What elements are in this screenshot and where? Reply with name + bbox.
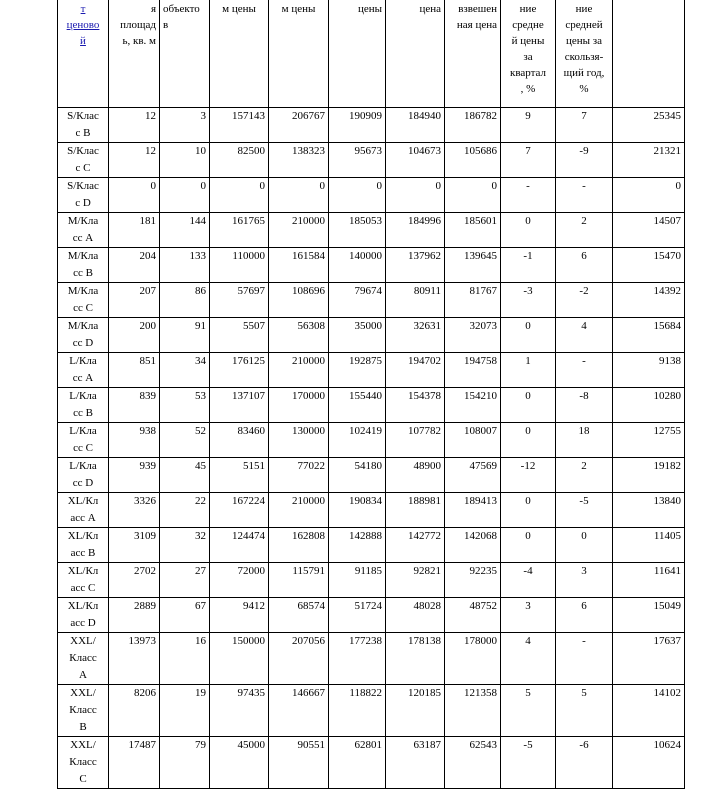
table-cell: 144: [160, 213, 210, 248]
table-cell: -9: [556, 143, 613, 178]
table-row: [58, 563, 685, 598]
header-text-line: цена: [419, 3, 441, 15]
table-cell: 108007: [445, 423, 501, 458]
header-text-line: %: [579, 83, 589, 95]
table-cell: 3: [160, 108, 210, 143]
segment-class-label: [58, 737, 109, 789]
table-cell: 32: [160, 528, 210, 563]
table-cell: 185601: [445, 213, 501, 248]
table-cell: 137962: [386, 248, 445, 283]
table-cell: -12: [501, 458, 556, 493]
header-text-line: ние: [575, 3, 593, 15]
table-cell: 90551: [269, 737, 329, 789]
table-cell: 176125: [210, 353, 269, 388]
table-cell: 189413: [445, 493, 501, 528]
table-cell: 200: [109, 318, 160, 353]
table-cell: 851: [109, 353, 160, 388]
table-cell: 97435: [210, 685, 269, 737]
table-cell: 0: [329, 178, 386, 213]
table-cell: 2702: [109, 563, 160, 598]
table-cell: 108696: [269, 283, 329, 318]
table-cell: 5507: [210, 318, 269, 353]
table-cell: 133: [160, 248, 210, 283]
table-cell: 0: [109, 178, 160, 213]
table-cell: 52: [160, 423, 210, 458]
table-row: [58, 458, 685, 493]
header-text-line: й цены: [511, 35, 545, 47]
header-text-line: объекто: [163, 3, 200, 15]
table-cell: 210000: [269, 493, 329, 528]
table-row: [58, 598, 685, 633]
table-cell: 67: [160, 598, 210, 633]
table-cell: 32631: [386, 318, 445, 353]
table-cell: 4: [501, 633, 556, 685]
table-cell: 48752: [445, 598, 501, 633]
segment-class-label: [58, 598, 109, 633]
header-text-line: за: [523, 51, 533, 63]
table-cell: 178138: [386, 633, 445, 685]
header-cell-5: [329, 0, 386, 108]
table-cell: 167224: [210, 493, 269, 528]
segment-class-label-line: XL/Кл: [67, 530, 99, 542]
segment-class-label-line: сс D: [72, 337, 94, 349]
table-cell: 51724: [329, 598, 386, 633]
table-cell: -6: [556, 737, 613, 789]
table-cell: 155440: [329, 388, 386, 423]
table-cell: 188981: [386, 493, 445, 528]
header-cell-1: [109, 0, 160, 108]
table-cell: 82500: [210, 143, 269, 178]
table-cell: 45000: [210, 737, 269, 789]
table-cell: 12755: [613, 423, 685, 458]
table-cell: 161584: [269, 248, 329, 283]
header-cell-2: [160, 0, 210, 108]
table-cell: 19: [160, 685, 210, 737]
segment-class-label-line: M/Кла: [67, 285, 99, 297]
table-cell: 6: [556, 598, 613, 633]
table-cell: 79: [160, 737, 210, 789]
segment-class-label-line: сс С: [73, 442, 93, 454]
segment-class-label-line: S/Клас: [67, 110, 99, 122]
table-row: [58, 493, 685, 528]
table-cell: 938: [109, 423, 160, 458]
table-cell: 0: [160, 178, 210, 213]
table-cell: 57697: [210, 283, 269, 318]
table-cell: 121358: [445, 685, 501, 737]
segment-class-label-line: XL/Кл: [67, 600, 99, 612]
table-row: [58, 388, 685, 423]
table-cell: 186782: [445, 108, 501, 143]
table-cell: 18: [556, 423, 613, 458]
table-cell: -: [556, 353, 613, 388]
table-cell: 2889: [109, 598, 160, 633]
table-cell: 11405: [613, 528, 685, 563]
table-cell: 27: [160, 563, 210, 598]
table-cell: 181: [109, 213, 160, 248]
table-row: [58, 143, 685, 178]
table-cell: 210000: [269, 213, 329, 248]
segment-class-label-line: асс С: [70, 582, 96, 594]
segment-class-label-line: L/Кла: [69, 460, 97, 472]
table-cell: 86: [160, 283, 210, 318]
segment-class-label-line: с В: [75, 127, 91, 139]
table-cell: 0: [210, 178, 269, 213]
table-cell: -4: [501, 563, 556, 598]
table-cell: 77022: [269, 458, 329, 493]
table-cell: 194758: [445, 353, 501, 388]
segment-class-label-line: асс D: [70, 617, 96, 629]
table-cell: 5151: [210, 458, 269, 493]
header-link-text[interactable]: ценово: [66, 19, 100, 31]
table-cell: -5: [501, 737, 556, 789]
header-cell-9: [556, 0, 613, 108]
table-cell: 137107: [210, 388, 269, 423]
segment-class-label-line: с D: [75, 197, 91, 209]
table-cell: 142068: [445, 528, 501, 563]
table-cell: 107782: [386, 423, 445, 458]
header-text-line: ная цена: [456, 19, 497, 31]
header-cell-10: [613, 0, 685, 108]
table-cell: 110000: [210, 248, 269, 283]
table-cell: 207056: [269, 633, 329, 685]
table-cell: 15049: [613, 598, 685, 633]
segment-class-label-line: L/Кла: [69, 355, 97, 367]
table-cell: 115791: [269, 563, 329, 598]
table-cell: 184996: [386, 213, 445, 248]
table-cell: 207: [109, 283, 160, 318]
table-cell: 5: [556, 685, 613, 737]
segment-class-label: [58, 213, 109, 248]
segment-class-label-line: сс В: [73, 267, 93, 279]
table-cell: 138323: [269, 143, 329, 178]
segment-class-label-line: Класс: [69, 756, 97, 768]
table-cell: 81767: [445, 283, 501, 318]
table-row: [58, 178, 685, 213]
table-cell: 184940: [386, 108, 445, 143]
table-cell: 0: [501, 493, 556, 528]
table-row: [58, 737, 685, 789]
table-cell: 154210: [445, 388, 501, 423]
table-cell: 161765: [210, 213, 269, 248]
table-cell: 53: [160, 388, 210, 423]
header-cell-0[interactable]: [58, 0, 109, 108]
header-text-line: щий год,: [563, 67, 605, 79]
table-cell: 32073: [445, 318, 501, 353]
table-cell: 34: [160, 353, 210, 388]
segment-class-label-line: сс D: [72, 477, 94, 489]
table-cell: 19182: [613, 458, 685, 493]
table-cell: 14102: [613, 685, 685, 737]
header-text-line: в: [163, 19, 169, 31]
table-cell: 4: [556, 318, 613, 353]
segment-class-label-line: сс А: [72, 372, 94, 384]
table-cell: 139645: [445, 248, 501, 283]
table-header: [58, 0, 685, 108]
table-cell: 47569: [445, 458, 501, 493]
table-cell: 45: [160, 458, 210, 493]
table-cell: 48900: [386, 458, 445, 493]
segment-class-label: [58, 283, 109, 318]
table-cell: 3109: [109, 528, 160, 563]
table-cell: 6: [556, 248, 613, 283]
table-cell: 130000: [269, 423, 329, 458]
table-cell: 142772: [386, 528, 445, 563]
table-cell: -2: [556, 283, 613, 318]
table-cell: 7: [501, 143, 556, 178]
table-cell: 1: [501, 353, 556, 388]
table-cell: -: [556, 633, 613, 685]
segment-class-label: [58, 528, 109, 563]
header-text-line: взвешен: [458, 3, 497, 15]
table-cell: 124474: [210, 528, 269, 563]
table-cell: 0: [501, 388, 556, 423]
segment-class-label-line: XXL/: [70, 739, 96, 751]
header-text-line: цены: [357, 3, 382, 15]
table-cell: 0: [501, 213, 556, 248]
table-cell: 14507: [613, 213, 685, 248]
table-row: [58, 318, 685, 353]
table-cell: 83460: [210, 423, 269, 458]
header-text-line: ние: [519, 3, 537, 15]
header-text-line: площад: [120, 19, 156, 31]
segment-class-label-line: L/Кла: [69, 425, 97, 437]
table-cell: 62543: [445, 737, 501, 789]
table-cell: 91: [160, 318, 210, 353]
table-cell: 142888: [329, 528, 386, 563]
table-cell: 102419: [329, 423, 386, 458]
segment-class-label-line: XXL/: [70, 687, 96, 699]
segment-class-label-line: В: [79, 721, 87, 733]
table-cell: 80911: [386, 283, 445, 318]
table-body: [58, 108, 685, 789]
table-row: [58, 248, 685, 283]
table-row: [58, 353, 685, 388]
table-cell: 206767: [269, 108, 329, 143]
segment-class-label: [58, 248, 109, 283]
table-cell: 10624: [613, 737, 685, 789]
header-text-line: квартал: [509, 67, 547, 79]
table-cell: 13840: [613, 493, 685, 528]
table-cell: -5: [556, 493, 613, 528]
header-text-line: ь, кв. м: [122, 35, 156, 47]
table-cell: 11641: [613, 563, 685, 598]
table-cell: -: [556, 178, 613, 213]
segment-class-label: [58, 563, 109, 598]
table-cell: 210000: [269, 353, 329, 388]
header-cell-4: [269, 0, 329, 108]
header-text-line: я: [150, 3, 156, 15]
table-row: [58, 685, 685, 737]
table-cell: 95673: [329, 143, 386, 178]
table-cell: 157143: [210, 108, 269, 143]
segment-class-label: [58, 178, 109, 213]
header-link-text[interactable]: т: [80, 3, 86, 15]
segment-class-label-line: XL/Кл: [67, 565, 99, 577]
table-cell: 0: [556, 528, 613, 563]
table-cell: -1: [501, 248, 556, 283]
table-cell: 170000: [269, 388, 329, 423]
table-cell: 10: [160, 143, 210, 178]
segment-class-label: [58, 318, 109, 353]
table-cell: 190909: [329, 108, 386, 143]
segment-class-label: [58, 388, 109, 423]
segment-class-label-line: XXL/: [70, 635, 96, 647]
table-cell: 140000: [329, 248, 386, 283]
table-cell: 0: [269, 178, 329, 213]
table-cell: 35000: [329, 318, 386, 353]
table-cell: -3: [501, 283, 556, 318]
segment-class-label-line: L/Кла: [69, 390, 97, 402]
table-cell: 25345: [613, 108, 685, 143]
segment-class-label-line: M/Кла: [67, 215, 99, 227]
table-cell: -: [501, 178, 556, 213]
table-cell: 120185: [386, 685, 445, 737]
table-cell: 7: [556, 108, 613, 143]
table-cell: 192875: [329, 353, 386, 388]
table-cell: 72000: [210, 563, 269, 598]
table-cell: 16: [160, 633, 210, 685]
header-text-line: скользя-: [564, 51, 604, 63]
table-cell: 14392: [613, 283, 685, 318]
price-statistics-table: [57, 0, 685, 789]
table-cell: 3326: [109, 493, 160, 528]
table-cell: 92235: [445, 563, 501, 598]
table-cell: 185053: [329, 213, 386, 248]
segment-class-label-line: S/Клас: [67, 180, 99, 192]
segment-class-label: [58, 493, 109, 528]
table-cell: 91185: [329, 563, 386, 598]
header-text-line: цены за: [565, 35, 603, 47]
table-cell: 48028: [386, 598, 445, 633]
table-cell: 17487: [109, 737, 160, 789]
header-text-line: средней: [565, 19, 603, 31]
segment-class-label-line: XL/Кл: [67, 495, 99, 507]
header-text-line: , %: [520, 83, 536, 95]
segment-class-label-line: сс С: [73, 302, 93, 314]
table-row: [58, 213, 685, 248]
table-cell: 5: [501, 685, 556, 737]
table-cell: 13973: [109, 633, 160, 685]
table-cell: 10280: [613, 388, 685, 423]
table-cell: 146667: [269, 685, 329, 737]
header-link-text[interactable]: й: [80, 35, 86, 47]
table-cell: 839: [109, 388, 160, 423]
table-cell: 9412: [210, 598, 269, 633]
segment-class-label: [58, 353, 109, 388]
table-cell: 178000: [445, 633, 501, 685]
table-cell: 2: [556, 213, 613, 248]
segment-class-label-line: С: [79, 773, 87, 785]
table-cell: 9138: [613, 353, 685, 388]
table-cell: 56308: [269, 318, 329, 353]
table-row: [58, 528, 685, 563]
table-cell: 17637: [613, 633, 685, 685]
table-cell: 3: [556, 563, 613, 598]
table-cell: 92821: [386, 563, 445, 598]
table-cell: 0: [501, 528, 556, 563]
table-cell: 63187: [386, 737, 445, 789]
segment-class-label: [58, 108, 109, 143]
table-cell: 68574: [269, 598, 329, 633]
segment-class-label: [58, 143, 109, 178]
segment-class-label-line: M/Кла: [67, 320, 99, 332]
segment-class-label-line: А: [79, 669, 87, 681]
table-cell: 194702: [386, 353, 445, 388]
header-cell-6: [386, 0, 445, 108]
table-cell: 104673: [386, 143, 445, 178]
table-row: [58, 283, 685, 318]
header-cell-8: [501, 0, 556, 108]
header-cell-7: [445, 0, 501, 108]
table-row: [58, 108, 685, 143]
table-cell: 2: [556, 458, 613, 493]
table-cell: 105686: [445, 143, 501, 178]
header-row: [58, 0, 685, 108]
segment-class-label-line: M/Кла: [67, 250, 99, 262]
table-cell: 3: [501, 598, 556, 633]
header-text-line: средне: [512, 19, 544, 31]
table-cell: 0: [613, 178, 685, 213]
header-cell-3: [210, 0, 269, 108]
table-cell: 150000: [210, 633, 269, 685]
header-text-line: м цены: [281, 3, 316, 15]
segment-class-label-line: сс А: [72, 232, 94, 244]
table-cell: 8206: [109, 685, 160, 737]
table-cell: -8: [556, 388, 613, 423]
table-cell: 0: [501, 423, 556, 458]
segment-class-label-line: асс В: [70, 547, 96, 559]
table-cell: 21321: [613, 143, 685, 178]
segment-class-label-line: с С: [75, 162, 91, 174]
segment-class-label-line: Класс: [69, 704, 97, 716]
table-cell: 62801: [329, 737, 386, 789]
table-cell: 54180: [329, 458, 386, 493]
segment-class-label: [58, 633, 109, 685]
table-cell: 154378: [386, 388, 445, 423]
table-cell: 15684: [613, 318, 685, 353]
table-cell: 12: [109, 108, 160, 143]
table-cell: 939: [109, 458, 160, 493]
header-text-line: м цены: [222, 3, 256, 15]
segment-class-label-line: S/Клас: [67, 145, 99, 157]
table-cell: 118822: [329, 685, 386, 737]
segment-class-label: [58, 458, 109, 493]
table-cell: 9: [501, 108, 556, 143]
segment-class-label: [58, 423, 109, 458]
table-cell: 0: [445, 178, 501, 213]
table-cell: 190834: [329, 493, 386, 528]
table-cell: 177238: [329, 633, 386, 685]
table-cell: 15470: [613, 248, 685, 283]
segment-class-label-line: Класс: [69, 652, 97, 664]
table-cell: 0: [501, 318, 556, 353]
table-cell: 204: [109, 248, 160, 283]
table-cell: 162808: [269, 528, 329, 563]
segment-class-label-line: асс А: [70, 512, 96, 524]
table-row: [58, 633, 685, 685]
table-row: [58, 423, 685, 458]
table-cell: 79674: [329, 283, 386, 318]
segment-class-label: [58, 685, 109, 737]
table-cell: 12: [109, 143, 160, 178]
table-cell: 22: [160, 493, 210, 528]
segment-class-label-line: сс В: [73, 407, 93, 419]
table-cell: 0: [386, 178, 445, 213]
